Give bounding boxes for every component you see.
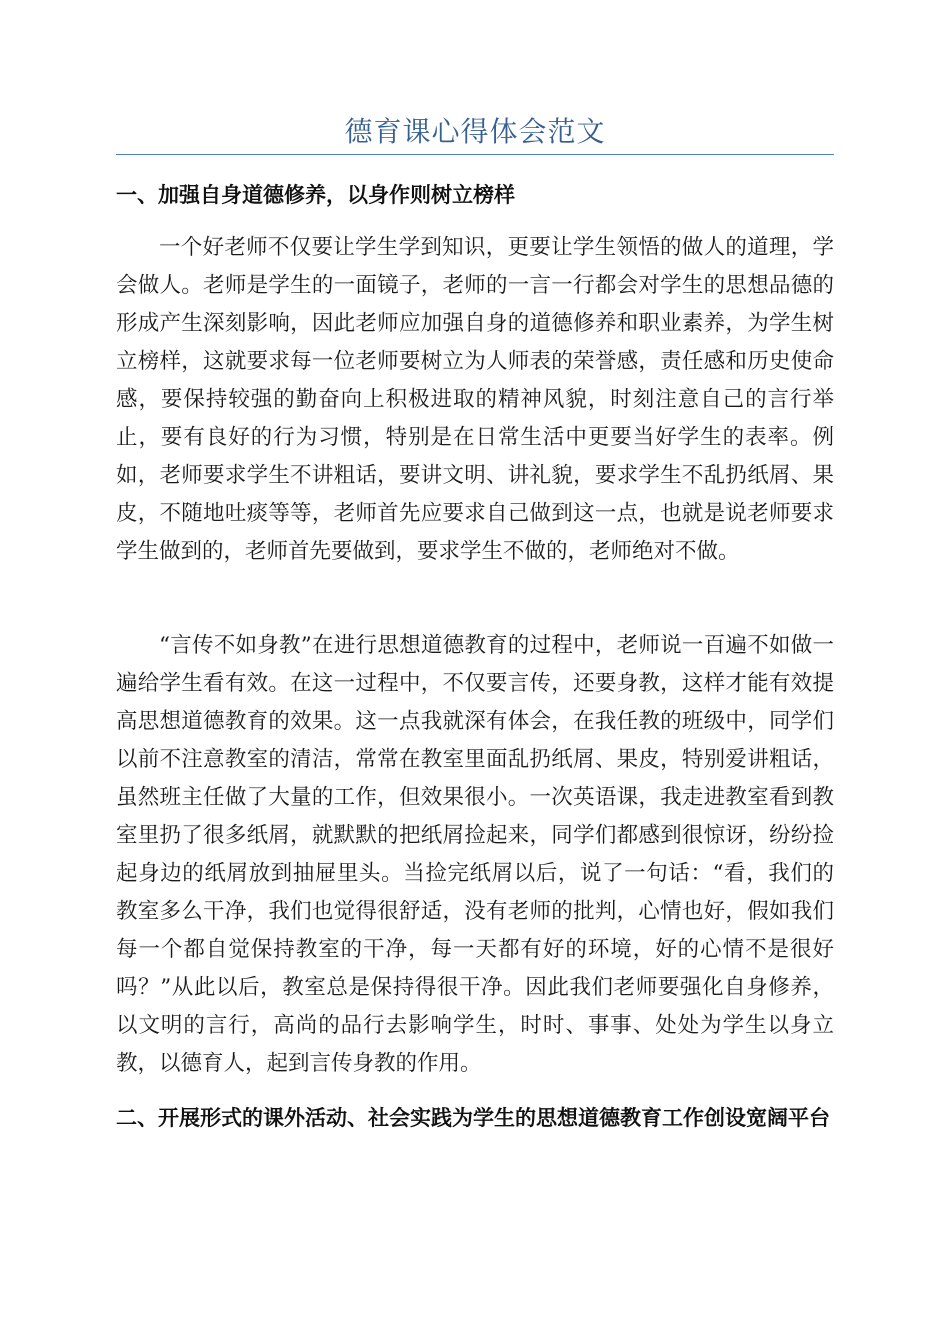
section-heading-2: 二、开展形式的课外活动、社会实践为学生的思想道德教育工作创设宽阔平台 bbox=[116, 1106, 830, 1130]
document-title: 德育课心得体会范文 bbox=[344, 115, 606, 148]
section-heading-1: 一、加强自身道德修养，以身作则树立榜样 bbox=[116, 183, 515, 207]
paragraph-2: “言传不如身教”在进行思想道德教育的过程中，老师说一百遍不如做一遍给学生看有效。在这一过程中，不仅要言传，还要身教，这样才能有效提高思想道德教育的效果。这一点我就深有体会，在我任教的班级中，同学们以前不注意教室的清洁，常常在教室里面乱扔纸屑、果皮，特别爱讲粗话，虽然班主任做了大量的工作，但效果很小。一次英语课，我走进教室看到教室里扔了很多纸屑，就默默的把纸屑捡起来，同学们都感到很惊讶，纷纷捡起身边的纸屑放到抽屉里头。当捡完纸屑以后，说了一句话：“看，我们的教室多么干净，我们也觉得很舒适，没有老师的批判，心情也好，假如我们每一个都自觉保持教室的干净，每一天都有好的环境，好的心情不是很好吗？”从此以后，教室总是保持得很干净。因此我们老师要强化自身修养，以文明的言行，高尚的品行去影响学生，时时、事事、处处为学生以身立教，以德育人，起到言传身教的作用。 bbox=[116, 633, 834, 1076]
paragraph-1: 一个好老师不仅要让学生学到知识，更要让学生领悟的做人的道理，学会做人。老师是学生的一面镜子，老师的一言一行都会对学生的思想品德的形成产生深刻影响，因此老师应加强自身的道德修养和职业素养，为学生树立榜样，这就要求每一位老师要树立为人师表的荣誉感，责任感和历史使命感，要保持较强的勤奋向上积极进取的精神风貌，时刻注意自己的言行举止，要有良好的行为习惯，特别是在日常生活中更要当好学生的表率。例如，老师要求学生不讲粗话，要讲文明、讲礼貌，要求学生不乱扔纸屑、果皮，不随地吐痰等等，老师首先应要求自己做到这一点，也就是说老师要求学生做到的，老师首先要做到，要求学生不做的，老师绝对不做。 bbox=[116, 235, 834, 564]
title-divider bbox=[116, 154, 834, 155]
